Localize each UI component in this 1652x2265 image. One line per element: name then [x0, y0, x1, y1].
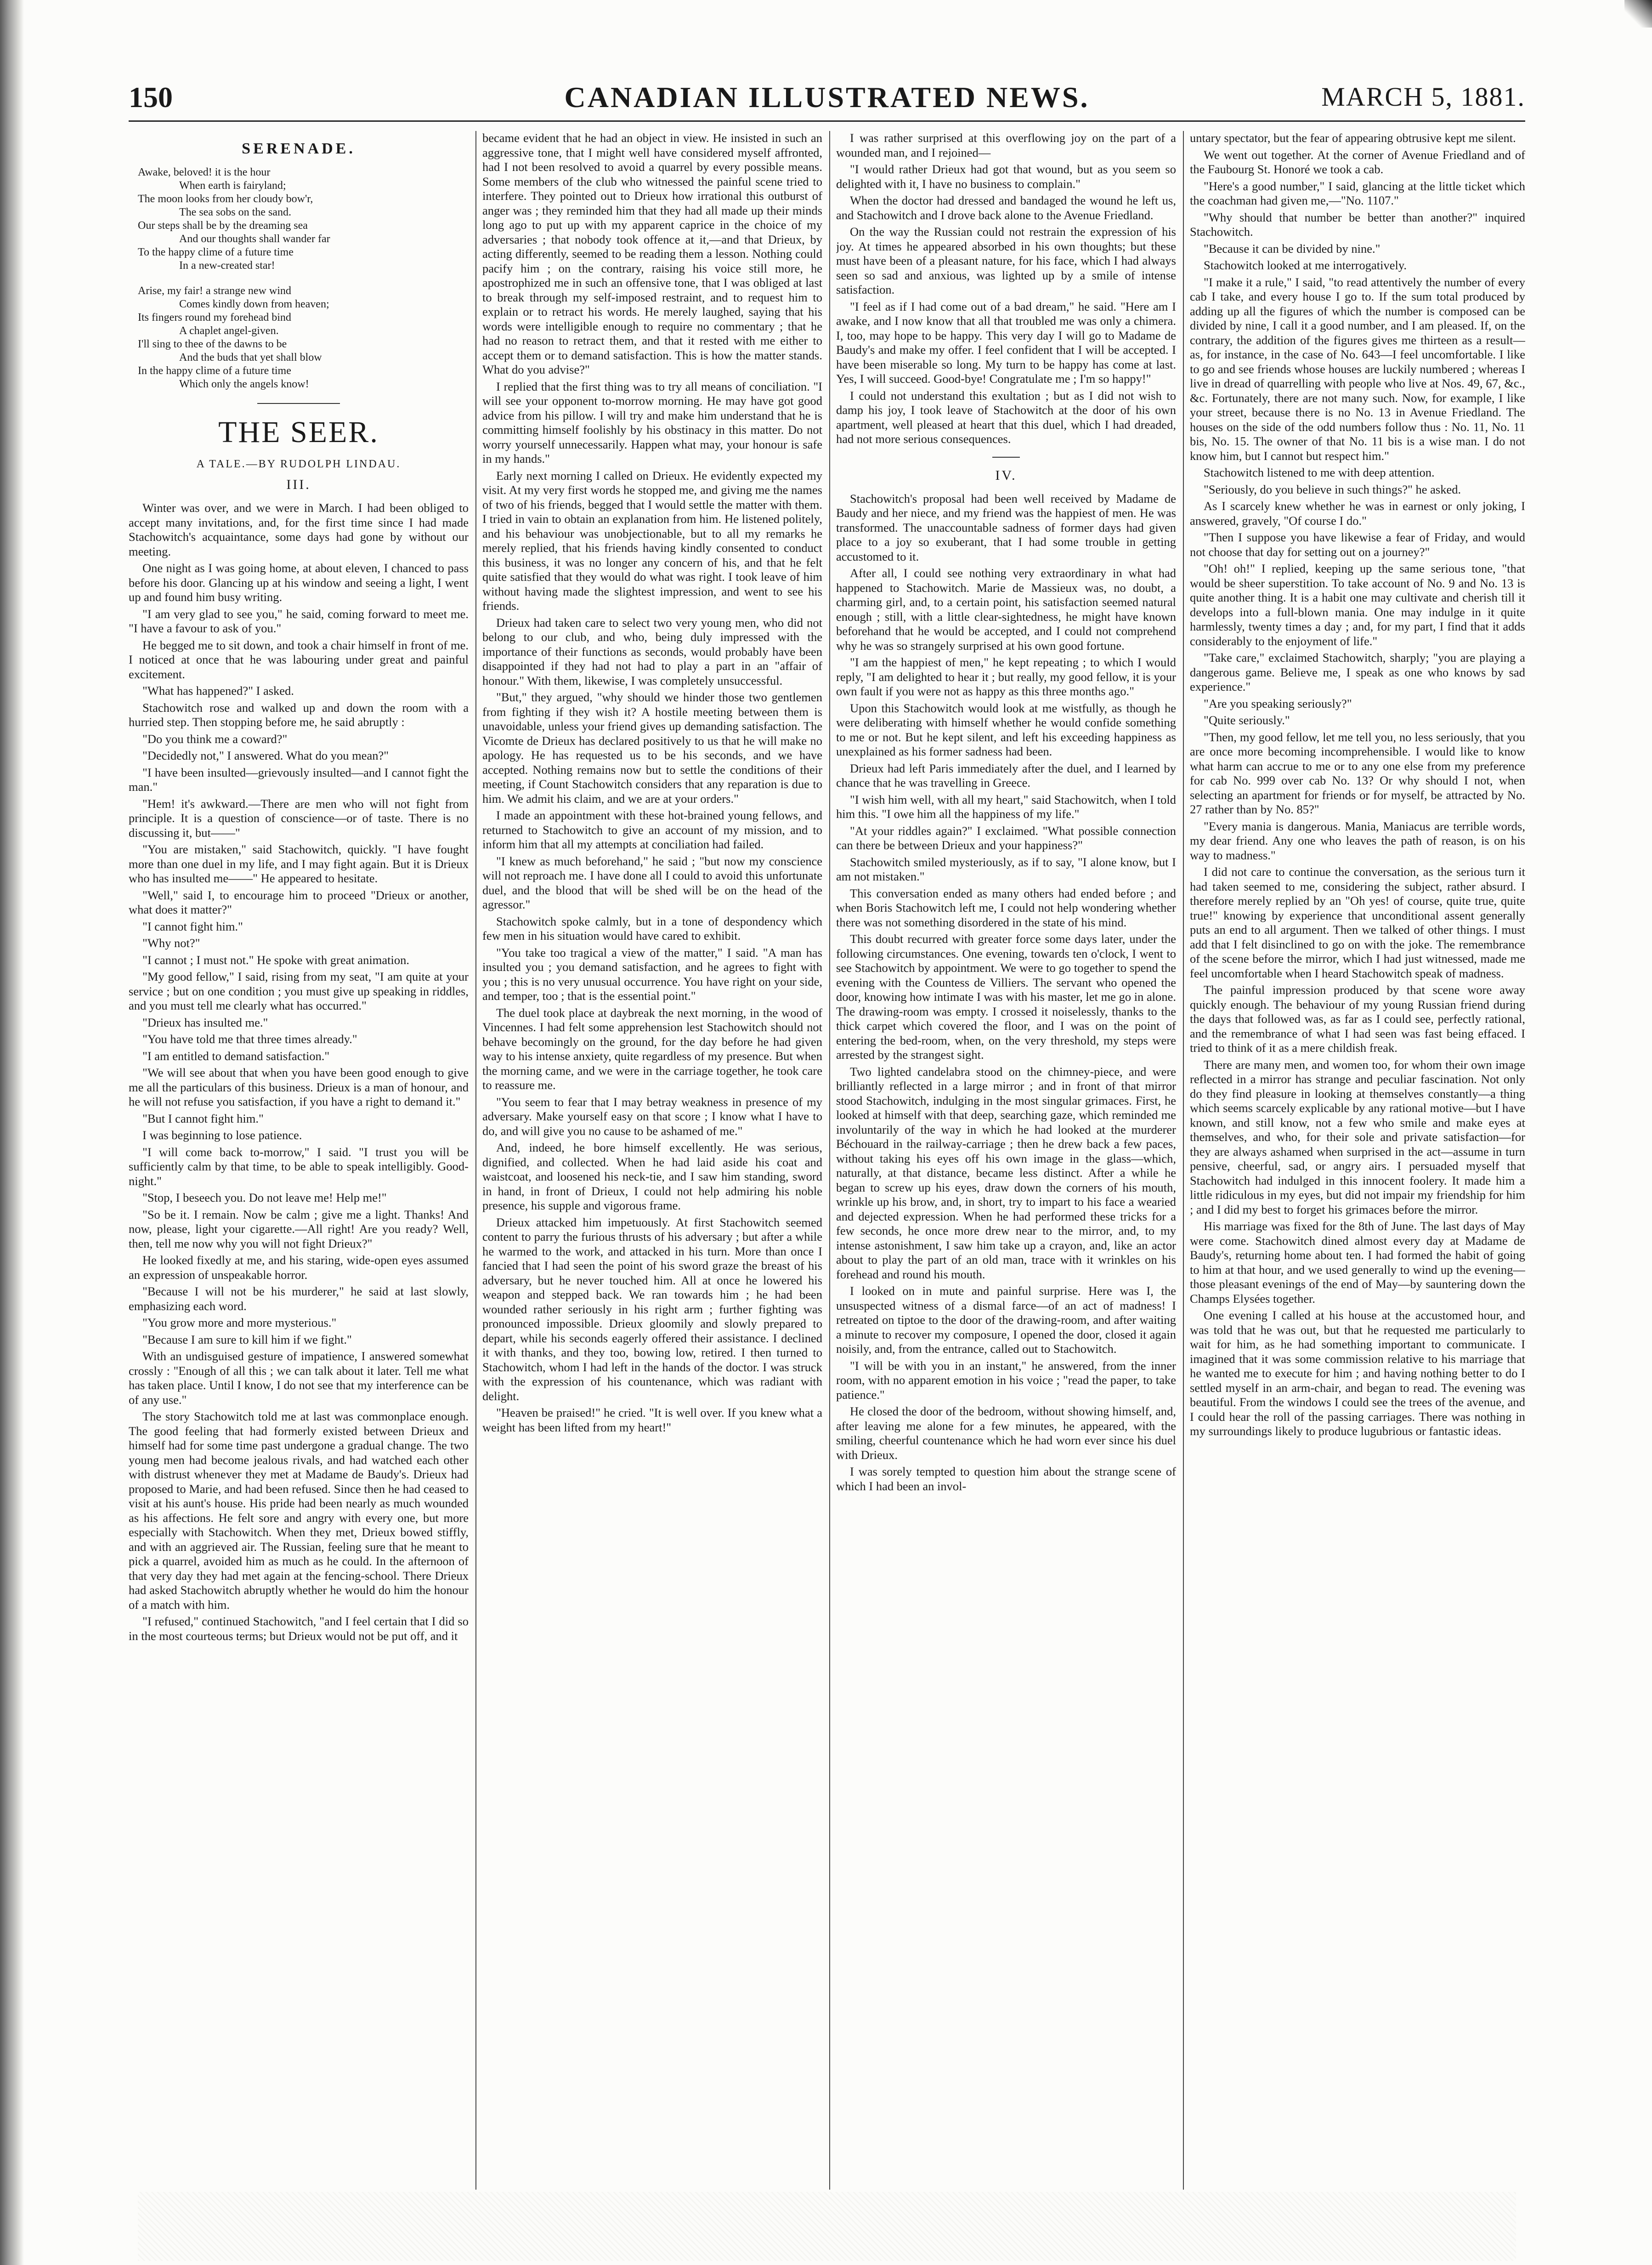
paragraph: Stachowitch spoke calmly, but in a tone of despondency which few men in his situation would have cared to exhibit. — [482, 914, 822, 942]
paragraph: "Drieux has insulted me." — [142, 1015, 268, 1029]
poem-line: A chaplet angel-given. — [179, 325, 279, 337]
paper-texture — [138, 2192, 1516, 2261]
chapter-heading: IV. — [836, 457, 1176, 483]
paragraph: "Heaven be praised!" he cried. "It is well over. If you knew what a weight has been lifted from my heart!" — [482, 1406, 822, 1434]
paragraph: The duel took place at daybreak the next morning, in the wood of Vincennes. I had felt some apprehension lest Stachowitch should not behave becomingly on the ground, for the day before he had given way to his intense anxiety, quite regardless of my presence. But when the morning came, and we were in the carriage together, he took care to reassure me. — [482, 1005, 822, 1092]
paragraph: "Seriously, do you believe in such things?" he asked. — [1204, 482, 1461, 496]
paragraph: became evident that he had an object in view. He insisted in such an aggressive tone, that I might well have considered myself affronted, had I not been resolved to avoid a quarrel by every possible means. Some members of the club who witnessed the painful scene tried to interfere. They pointed out to Drieux how irrational this outburst of anger was ; they reminded him that they had all made up their minds long ago to put up with my apparent caprice in the choice of my adversaries ; that nobody took offence at it,—and that Drieux, by acting differently, seemed to be reading them a lesson. Nothing could pacify him ; on the contrary, raising his voice still more, he apostrophized me in such an offensive tone, that I was obliged at last to break through my self-imposed restraint, and to request him to explain or to retract his words. He merely laughed, saying that his words were intelligible enough to require no commentary ; that he had no reason to retract them, and that it rested with me either to accept them or to demand satisfaction. This is how the matter stands. What do you advise?" — [482, 131, 822, 376]
paragraph: "Here's a good number," I said, glancing at the little ticket which the coachman had given me,—"No. 1107." — [1190, 179, 1525, 207]
paragraph: Two lighted candelabra stood on the chimney-piece, and were brilliantly reflected in a large mirror ; and in front of that mirror stood Stachowitch, indulging in the most singular grimaces. First, he looked at himself with that deep, searching gaze, which reminded me involuntarily of the way in which he had looked at the murderer Béchouard in the railway-carriage ; then he drew back a few paces, without taking his eyes off his own image in the glass—which, naturally, at that distance, became less distinct. After a while he began to screw up his eyes, draw down the corners of his mouth, wrinkle up his brow, and, in short, try to impart to his face a wearied and dejected expression. When he had performed these tricks for a few seconds, he once more drew near to the mirror, and, to my intense astonishment, I saw him take up a crayon, and, like an actor about to play the part of an old man, trace with it wrinkles on his forehead and round his mouth. — [836, 1064, 1176, 1281]
poem-line: The moon looks from her cloudy bow'r, — [138, 193, 313, 205]
paragraph: And, indeed, he bore himself excellently. He was serious, dignified, and collected. When he had laid aside his coat and waistcoat, and loosened his neck-tie, and I saw him standing, sword in hand, in front of Drieux, I could not help admiring his noble presence, his supple and vigorous frame. — [482, 1141, 822, 1212]
column-text — [836, 131, 1176, 1493]
paragraph: Stachowitch listened to me with deep attention. — [1204, 465, 1435, 479]
paragraph: "Because I am sure to kill him if we fight." — [142, 1332, 352, 1346]
column-rule — [1183, 131, 1184, 2190]
paragraph: Winter was over, and we were in March. I had been obliged to accept many invitations, and, for the first time since I had made Stachowitch's acquaintance, some days had gone by without our meeting. — [129, 501, 469, 558]
paragraph: This conversation ended as many others had ended before ; and when Boris Stachowitch left me, I could not help wondering whether there was not something disordered in the state of his mind. — [836, 886, 1176, 929]
paragraph: "I make it a rule," I said, "to read attentively the number of every cab I take, and every house I go to. If the sum total produced by adding up all the figures of which the number is composed can be divided by nine, I call it a good number, and I am pleased. If, on the contrary, the addition of the figures gives me thirteen as a result—as, for instance, in the case of No. 643—I feel uncomfortable. I like to go and see friends whose houses are luckily numbered ; whereas I live in dread of quarrelling with people who live at Nos. 49, 67, &c., &c. Fortunately, there are not many such. Now, for example, I like your street, because there is no No. 13 in Avenue Friedland. The houses on the side of the odd numbers follow thus : No. 11, No. 11 bis, No. 15. The owner of that No. 11 bis is a wise man. I do not know him, but I cannot but respect him." — [1190, 275, 1525, 463]
poem-line: And our thoughts shall wander far — [179, 233, 330, 245]
poem-line: Arise, my fair! a strange new wind — [138, 285, 291, 297]
paragraph: One night as I was going home, at about eleven, I chanced to pass before his door. Glancing up at his window and seeing a light, I went up and found him busy writing. — [129, 561, 469, 604]
paragraph: As I scarcely knew whether he was in earnest or only joking, I answered, gravely, "Of course I do." — [1190, 499, 1525, 528]
paragraph: Stachowitch looked at me interrogatively. — [1204, 258, 1407, 272]
paragraph: "I am the happiest of men," he kept repeating ; to which I would reply, "I am delighted to hear it ; but really, my good fellow, it is your own fault if you were not as happy as this three months ago." — [836, 655, 1176, 698]
paragraph: Early next morning I called on Drieux. He evidently expected my visit. At my very first words he stopped me, and giving me the names of two of his friends, begged that I would settle the matter with them. I tried in vain to obtain an explanation from him. He listened politely, and his behaviour was unobjectionable, but to all my remarks he merely replied, that his friends having kindly consented to conduct this business, it was no longer any concern of his, and that he felt quite satisfied that they would do what was right. I took leave of him without having made the slightest impression, and went to see his friends. — [482, 468, 822, 613]
story-byline: A TALE.—BY RUDOLPH LINDAU. — [196, 458, 401, 470]
paragraph: I was beginning to lose patience. — [142, 1128, 302, 1142]
paragraph: With an undisguised gesture of impatience, I answered somewhat crossly : "Enough of all this ; we can talk about it later. Tell me what has taken place. Until I know, I do not see that my interference can be of any use." — [129, 1349, 469, 1407]
poem-stanza — [129, 166, 469, 272]
poem-line: To the happy clime of a future time — [138, 246, 294, 258]
paragraph: "I will come back to-morrow," I said. "I trust you will be sufficiently calm by that time, to be able to speak intelligibly. Good-night." — [129, 1145, 469, 1188]
column-rule — [475, 131, 476, 2190]
paragraph: "I am very glad to see you," he said, coming forward to meet me. "I have a favour to ask of you." — [129, 607, 469, 635]
column-text — [482, 131, 822, 1435]
paragraph: "I wish him well, with all my heart," said Stachowitch, when I told him this. "I owe him all the happiness of my life." — [836, 792, 1176, 821]
paragraph: "I would rather Drieux had got that wound, but as you seem so delighted with it, I have no business to complain." — [836, 162, 1176, 191]
column-4 — [1190, 131, 1525, 2190]
paragraph: There are many men, and women too, for whom their own image reflected in a mirror has strange and peculiar fascination. Not only do they find pleasure in looking at themselves constantly—a thing which seems scarcely explicable by any rational motive—but I have known, and still know, not a few who smile and make eyes at themselves, and who, for their sole and private satisfaction—for they are always ashamed when surprised in the act—assume in turn pensive, cheerful, sad, or angry airs. I persuaded myself that Stachowitch had indulged in this innocent foolery. It made him a little ridiculous in my eyes, but did not impair my friendship for him ; and I did my best to forget his grimaces before the mirror. — [1190, 1057, 1525, 1216]
paragraph: "You are mistaken," said Stachowitch, quickly. "I have fought more than one duel in my life, and I may fight again. But it is Drieux who has insulted me——" He appeared to hesitate. — [129, 842, 469, 885]
paragraph: "You take too tragical a view of the matter," I said. "A man has insulted you ; you demand satisfaction, and he agrees to fight with you ; this is no very unusual occurrence. You have right on your side, and temper, too ; that is the essential point." — [482, 945, 822, 1003]
page-number: 150 — [129, 81, 173, 114]
poem-title: SERENADE. — [242, 140, 356, 157]
paragraph: Upon this Stachowitch would look at me wistfully, as though he were deliberating with himself whether he would confide something to me or not. But he kept silent, and left his exceeding happiness as unexplained as his former sadness had been. — [836, 701, 1176, 758]
paragraph: "Why should that number be better than another?" inquired Stachowitch. — [1190, 210, 1525, 238]
paragraph: "Quite seriously." — [1204, 713, 1290, 727]
paragraph: "I feel as if I had come out of a bad dream," he said. "Here am I awake, and I now know that all that troubled me was only a chimera. I, too, may hope to be happy. This very day I will go to Madame de Baudy's and make my offer. I feel confident that I will be accepted. I have been miserable so long. My turn to be happy has come at last. Yes, I will succeed. Good-bye! Congratulate me ; I'm so happy!" — [836, 299, 1176, 386]
poem-stanza — [129, 284, 469, 391]
paragraph: Drieux had left Paris immediately after the duel, and I learned by chance that he was travelling in Greece. — [836, 761, 1176, 789]
page-binding-edge — [0, 0, 24, 2265]
paragraph: "You seem to fear that I may betray weakness in presence of my adversary. Make yourself easy on that score ; I know what I have to do, and will give you no cause to be ashamed of me." — [482, 1095, 822, 1138]
poem — [129, 140, 469, 391]
paragraph: Stachowitch smiled mysteriously, as if to say, "I alone know, but I am not mistaken." — [836, 855, 1176, 883]
paragraph: "Do you think me a coward?" — [142, 732, 288, 746]
column-3 — [836, 131, 1176, 2190]
paragraph: "What has happened?" I asked. — [142, 684, 294, 698]
paragraph: We went out together. At the corner of Avenue Friedland and of the Faubourg St. Honoré we took a cab. — [1190, 148, 1525, 176]
paragraph: "I have been insulted—grievously insulted—and I cannot fight the man." — [129, 765, 469, 794]
paragraph: The story Stachowitch told me at last was commonplace enough. The good feeling that had formerly existed between Drieux and himself had for some time past undergone a gradual change. The two young men had become jealous rivals, and had watched each other with distrust whenever they met at Madame de Baudy's. Drieux had proposed to Marie, and had been refused. Since then he had ceased to visit at his aunt's house. His pride had been nearly as much wounded as his affections. He felt sore and angry with every one, but more especially with Stachowitch. When they met, Drieux bowed stiffly, and with an aggrieved air. The Russian, feeling sure that he meant to pick a quarrel, avoided him as much as he could. In the afternoon of that very day they had met again at the fencing-school. There Drieux had asked Stachowitch abruptly whether he would do him the honour of a match with him. — [129, 1409, 469, 1612]
paragraph: "Decidedly not," I answered. What do you mean?" — [142, 749, 389, 762]
issue-date: MARCH 5, 1881. — [1321, 82, 1525, 112]
paragraph: I made an appointment with these hot-brained young fellows, and returned to Stachowitch to give an account of my mission, and to inform him that all my attempts at conciliation had failed. — [482, 808, 822, 851]
paragraph: "Every mania is dangerous. Mania, Maniacus are terrible words, my dear friend. Any one who leaves the path of reason, is on his way to madness." — [1190, 819, 1525, 862]
paragraph: "Because it can be divided by nine." — [1204, 241, 1380, 255]
column-text — [1190, 131, 1525, 1439]
paragraph: "Then, my good fellow, let me tell you, no less seriously, that you are once more becoming incomprehensible. I would like to know what harm can accrue to me or to any one else from my preference for cab No. 999 over cab No. 13? Or why should I not, when selecting an apartment for friends or for myself, be attracted by No. 27 rather than by No. 85?" — [1190, 730, 1525, 816]
paragraph: "Then I suppose you have likewise a fear of Friday, and would not choose that day for setting out on a journey?" — [1190, 530, 1525, 559]
paragraph: untary spectator, but the fear of appearing obtrusive kept me silent. — [1190, 131, 1516, 145]
paragraph: The painful impression produced by that scene wore away quickly enough. The behaviour of my young Russian friend during the days that followed was, as far as I could see, perfectly rational, and the remembrance of what I had seen was fast being effaced. I tried to think of it as a mere childish freak. — [1190, 983, 1525, 1055]
paragraph: "I will be with you in an instant," he answered, from the inner room, with no apparent emotion in his voice ; "read the paper, to take patience." — [836, 1358, 1176, 1402]
page-header — [129, 80, 1525, 117]
poem-line: Awake, beloved! it is the hour — [138, 166, 271, 178]
paragraph: "Oh! oh!" I replied, keeping up the same serious tone, "that would be sheer superstition. To take account of No. 9 and No. 13 is quite another thing. It is a habit one may cultivate and cherish till it develops into a full-blown mania. One may indulge in it quite harmlessly, twenty times a day ; and, for my part, I find that it adds considerably to the enjoyment of life." — [1190, 562, 1525, 648]
paragraph: Stachowitch's proposal had been well received by Madame de Baudy and her niece, and my friend was the happiest of men. He was transformed. The unaccountable sadness of former days had given place to a joy so exuberant, that I had some trouble in getting accustomed to it. — [836, 491, 1176, 563]
paragraph: "Hem! it's awkward.—There are men who will not fight from principle. It is a question of conscience—or of taste. There is no discussing it, but——" — [129, 796, 469, 840]
paragraph: He looked fixedly at me, and his staring, wide-open eyes assumed an expression of unspeakable horror. — [129, 1253, 469, 1282]
poem-line: And the buds that yet shall blow — [179, 352, 322, 363]
paragraph: This doubt recurred with greater force some days later, under the following circumstances. One evening, towards ten o'clock, I went to see Stachowitch by appointment. We were to go together to spend the evening with the Countess de Villiers. The servant who opened the door, knowing how intimate I was with his master, let me go in alone. The drawing-room was empty. I crossed it noiselessly, thanks to the thick carpet which covered the floor, and I was on the point of entering the bed-room, when, on the very threshold, my steps were arrested by the strangest sight. — [836, 932, 1176, 1062]
paragraph: Stachowitch rose and walked up and down the room with a hurried step. Then stopping before me, he said abruptly : — [129, 700, 469, 729]
paragraph: Drieux attacked him impetuously. At first Stachowitch seemed content to parry the furious thrusts of his adversary ; but after a while he warmed to the work, and attacked in his turn. More than once I fancied that I had seen the point of his sword graze the breast of his adversary, but he never touched him. All at once he lowered his weapon and stepped back. We ran towards him ; he had been wounded rather seriously in his right arm ; further fighting was pronounced impossible. Drieux gloomily and slowly prepared to depart, while his seconds eagerly offered their assistance. I declined it with thanks, and they too, bowing low, retired. I then turned to Stachowitch, whom I had left in the hands of the doctor. I was struck with the expression of his countenance, which was radiant with delight. — [482, 1215, 822, 1403]
paragraph: "At your riddles again?" I exclaimed. "What possible connection can there be between Drieux and your happiness?" — [836, 823, 1176, 852]
paragraph: "We will see about that when you have been good enough to give me all the particulars of this business. Drieux is a man of honour, and he will not refuse you satisfaction, if you have a right to demand it." — [129, 1066, 469, 1108]
paragraph: I was sorely tempted to question him about the strange scene of which I had been an invol- — [836, 1465, 1176, 1493]
poem-line: Its fingers round my forehead bind — [138, 312, 291, 324]
paragraph: I replied that the first thing was to try all means of conciliation. "I will see your opponent to-morrow morning. He may have got good advice from his pillow. I will try and make him understand that he is committing himself foolishly by his obstinacy in this matter. Do not worry yourself unnecessarily. Happen what may, your honour is safe in my hands." — [482, 379, 822, 465]
paragraph: "I am entitled to demand satisfaction." — [142, 1049, 330, 1063]
poem-line: The sea sobs on the sand. — [179, 206, 291, 218]
paragraph: His marriage was fixed for the 8th of June. The last days of May were come. Stachowitch dined almost every day at Madame de Baudy's, returning home about ten. I had formed the habit of going to him at that hour, and we used generally to wind up the evening—those pleasant evenings of the end of May—by sauntering down the Champs Elysées together. — [1190, 1219, 1525, 1306]
paragraph: "My good fellow," I said, rising from my seat, "I am quite at your service ; but on one condition ; you must give up speaking in riddles, and you must tell me clearly what has occurred." — [129, 970, 469, 1012]
poem-line: In a new-created star! — [179, 260, 275, 272]
paragraph: "I refused," continued Stachowitch, "and I feel certain that I did so in the most courteous terms; but Drieux would not be put off, and it — [129, 1614, 469, 1643]
paragraph: Drieux had taken care to select two very young men, who did not belong to our club, and who, being duly impressed with the importance of their functions as seconds, would probably have been disappointed if they had not had to play a part in an "affair of honour." With them, likewise, I was completely unsuccessful. — [482, 615, 822, 687]
poem-line: Which only the angels know! — [179, 378, 309, 390]
paragraph: "Take care," exclaimed Stachowitch, sharply; "you are playing a dangerous game. Believe me, I speak as one who knows by sad experience." — [1190, 651, 1525, 693]
paragraph: He closed the door of the bedroom, without showing himself, and, after leaving me alone for a few minutes, he appeared, with the smiling, cheerful countenance which he had worn ever since his duel with Drieux. — [836, 1404, 1176, 1462]
paragraph: "Well," said I, to encourage him to proceed "Drieux or another, what does it matter?" — [129, 888, 469, 916]
poem-line: I'll sing to thee of the dawns to be — [138, 338, 287, 350]
poem-stanzas — [129, 166, 469, 391]
paragraph: "You have told me that three times already." — [142, 1032, 357, 1046]
poem-line: In the happy clime of a future time — [138, 365, 291, 377]
paragraph: I was rather surprised at this overflowing joy on the part of a wounded man, and I rejoined— — [836, 131, 1176, 159]
paragraph: "I cannot ; I must not." He spoke with great animation. — [142, 953, 409, 967]
paragraph: I could not understand this exultation ; but as I did not wish to damp his joy, I took leave of Stachowitch at the door of his own apartment, well pleased at heart that this duel, which I had dreaded, had not more serious consequences. — [836, 388, 1176, 446]
chapter-heading: III. — [286, 477, 311, 492]
column-2 — [482, 131, 822, 2190]
paragraph: I did not care to continue the conversation, as the serious turn it had taken seemed to me, considering the subject, rather absurd. I therefore merely replied by an "Oh yes! of course, quite true, quite true!" knowing by experience that unconditional assent generally puts an end to all argument. Then we talked of other things. I must add that I felt disinclined to go on with the joke. The remembrance of the scene before the mirror, which I had just witnessed, made me feel uncomfortable when I heard Stachowitch speak of madness. — [1190, 865, 1525, 980]
paragraph: "I knew as much beforehand," he said ; "but now my conscience will not reproach me. I have done all I could to avoid this unfortunate duel, and the blood that will be shed will be on the head of the agressor." — [482, 854, 822, 911]
paragraph: "So be it. I remain. Now be calm ; give me a light. Thanks! And now, please, light your cigarette.—All right! Are you ready? Well, then, tell me now why you will not fight Drieux?" — [129, 1207, 469, 1250]
paragraph: "Because I will not be his murderer," he said at last slowly, emphasizing each word. — [129, 1284, 469, 1313]
paragraph: "But," they argued, "why should we hinder those two gentlemen from fighting if they wish it? A hostile meeting between them is unavoidable, unless your friend gives up demanding satisfaction. The Vicomte de Drieux has declared positively to us that he will make no apology. He has requested us to be his seconds, and we have accepted. Nothing remains now but to settle the conditions of their meeting, if Count Stachowitch considers that any reparation is due to him. We admit his claim, and we are at your orders." — [482, 690, 822, 806]
column-rule — [829, 131, 830, 2190]
paragraph: On the way the Russian could not restrain the expression of his joy. At times he appeared absorbed in his own thoughts; but these must have been of a pleasant nature, for his face, which I had always seen so sad and anxious, was lighted up by a smile of intense satisfaction. — [836, 225, 1176, 296]
paragraph: "Why not?" — [142, 936, 200, 950]
poem-line: When earth is fairyland; — [179, 180, 286, 192]
poem-line: Comes kindly down from heaven; — [179, 298, 329, 310]
paragraph: When the doctor had dressed and bandaged the wound he left us, and Stachowitch and I drove back alone to the Avenue Friedland. — [836, 193, 1176, 222]
paragraph: "You grow more and more mysterious." — [142, 1316, 337, 1329]
paragraph: He begged me to sit down, and took a chair himself in front of me. I noticed at once that he was labouring under great and painful excitement. — [129, 638, 469, 681]
paragraph: One evening I called at his house at the accustomed hour, and was told that he was out, but that he requested me particularly to wait for him, as he had something important to communicate. I imagined that it was some commission relative to his marriage that he wanted me to execute for him ; and having nothing better to do I settled myself in an arm-chair, and began to read. The evening was beautiful. From the windows I could see the trees of the avenue, and I could hear the roll of the passing carriages. There was nothing in my surroundings likely to produce lugubrious or fantastic ideas. — [1190, 1308, 1525, 1438]
column-1 — [129, 131, 469, 2190]
column-text — [129, 501, 469, 1643]
page-corner-shadow — [1624, 0, 1652, 28]
paragraph: I looked on in mute and painful surprise. Here was I, the unsuspected witness of a dismal farce—of an act of madness! I retreated on tiptoe to the door of the drawing-room, and after waiting a minute to recover my composure, I opened the door, closed it again noisily, and, from the entrance, called out to Stachowitch. — [836, 1284, 1176, 1356]
paragraph: "I cannot fight him." — [142, 919, 243, 933]
poem-line: Our steps shall be by the dreaming sea — [138, 220, 308, 232]
paragraph: "But I cannot fight him." — [142, 1111, 264, 1125]
story-title: THE SEER. — [218, 415, 379, 449]
paragraph: "Are you speaking seriously?" — [1204, 696, 1352, 710]
paragraph: "Stop, I beseech you. Do not leave me! Help me!" — [142, 1191, 387, 1204]
section-divider — [257, 403, 340, 404]
header-rule — [129, 120, 1525, 122]
masthead: CANADIAN ILLUSTRATED NEWS. — [564, 81, 1090, 114]
paragraph: After all, I could see nothing very extraordinary in what had happened to Stachowitch. Marie de Massieux was, no doubt, a charming girl, and, to a certain point, his satisfaction seemed natural enough ; still, with a little clear-sightedness, he might have known beforehand that he would be accepted, and I could not comprehend why he was so strangely surprised at his own good fortune. — [836, 566, 1176, 653]
